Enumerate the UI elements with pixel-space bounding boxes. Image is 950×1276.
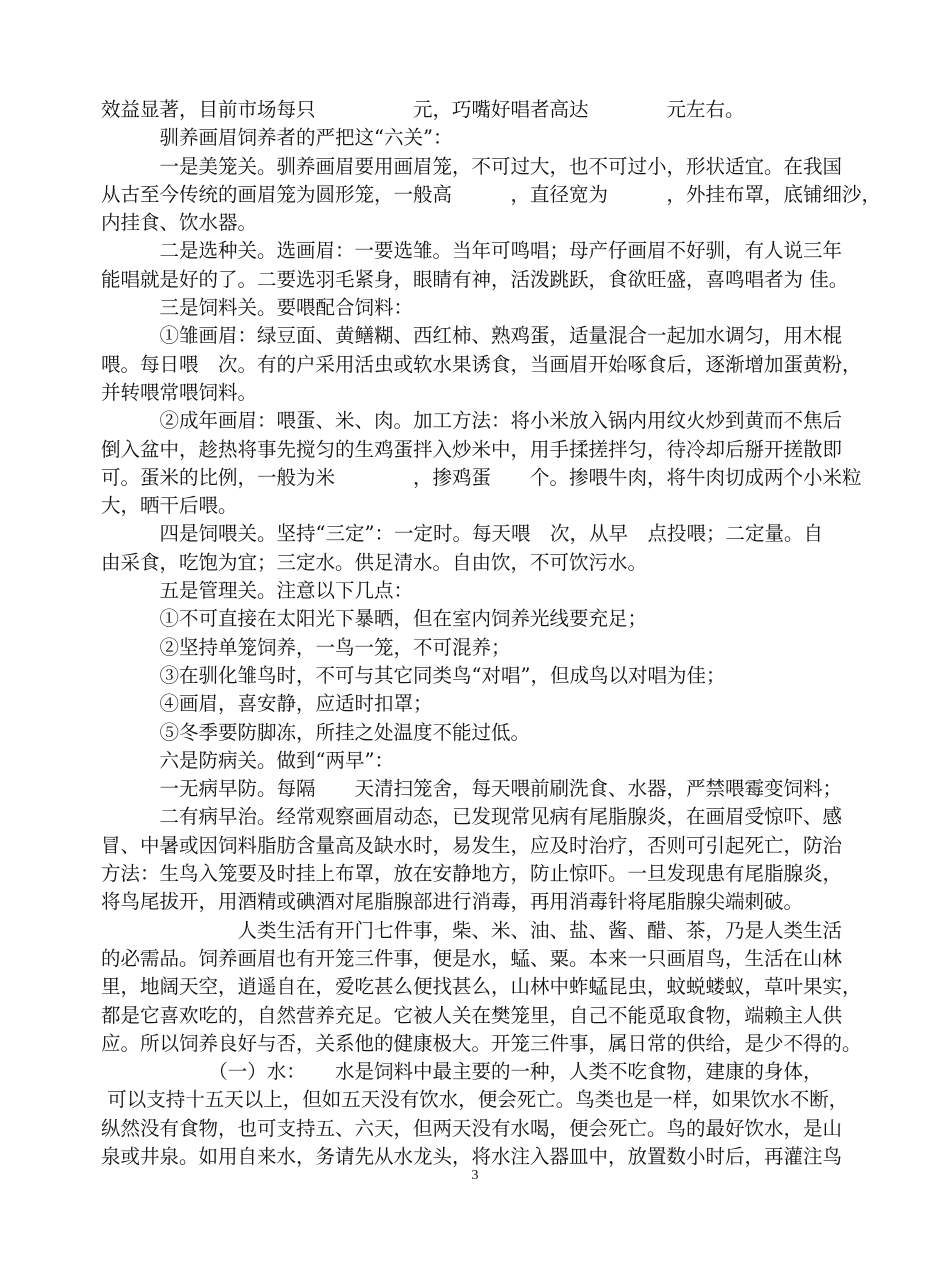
text-line: ②成年画眉：喂蛋、米、肉。加工方法：将小米放入锅内用纹火炒到黄而不焦后 — [101, 409, 843, 433]
text-line: 二有病早治。经常观察画眉动态，已发现常见病有尾脂腺炎，在画眉受惊吓、感 — [101, 805, 843, 829]
text-line: 从古至今传统的画眉笼为圆形笼，一般高 ，直径宽为 ，外挂布罩，底铺细沙， — [101, 182, 882, 206]
body-text — [101, 96, 906, 1171]
text-line: 并转喂常喂饲料。 — [101, 380, 258, 404]
text-line: 泉或井泉。如用自来水，务请先从水龙头，将水注入器皿中，放置数小时后，再灌注鸟 — [101, 1144, 843, 1168]
text-line: 可以支持十五天以上，但如五天没有饮水，便会死亡。鸟类也是一样，如果饮水不断， — [101, 1088, 849, 1112]
text-line: 可。蛋米的比例，一般为米 ，掺鸡蛋 个。掺喂牛肉，将牛肉切成两个小米粒 — [101, 465, 862, 489]
text-line: ②坚持单笼饲养，一鸟一笼，不可混养； — [101, 635, 511, 659]
text-line: 大，晒干后喂。 — [101, 494, 238, 518]
text-line: 方法：生鸟入笼要及时挂上布罩，放在安静地方，防止惊吓。一旦发现患有尾脂腺炎， — [101, 862, 843, 886]
text-line: ③在驯化雏鸟时，不可与其它同类鸟“对唱”，但成鸟以对唱为佳； — [101, 663, 726, 687]
text-line: 内挂食、饮水器。 — [101, 211, 258, 235]
text-line: ④画眉，喜安静，应适时扣罩； — [101, 692, 433, 716]
text-line: ①雏画眉：绿豆面、黄鳝糊、西红柿、熟鸡蛋，适量混合一起加水调匀，用木棍 — [101, 324, 843, 348]
text-line: 冒、中暑或因饲料脂肪含量高及缺水时，易发生，应及时治疗，否则可引起死亡，防治 — [101, 833, 843, 857]
text-line: 能唱就是好的了。二要选羽毛紧身，眼睛有神，活泼跳跃，食欲旺盛，喜鸣唱者为 佳。 — [101, 267, 849, 291]
text-line: ⑤冬季要防脚冻，所挂之处温度不能过低。 — [101, 720, 531, 744]
text-line: 倒入盆中，趁热将事先搅匀的生鸡蛋拌入炒米中，用手揉搓拌匀，待冷却后掰开搓散即 — [101, 437, 843, 461]
text-line: 应。所以饲养良好与否，关系他的健康极大。开笼三件事，属日常的供给，是少不得的。 — [101, 1031, 862, 1055]
text-line: 喂。每日喂 次。有的户采用活虫或软水果诱食，当画眉开始啄食后，逐渐增加蛋黄粉， — [101, 352, 862, 376]
text-line: 二是选种关。选画眉：一要选雏。当年可鸣唱；母产仔画眉不好驯，有人说三年 — [101, 239, 843, 263]
text-line: 一无病早防。每隔 天清扫笼舍，每天喂前刷洗食、水器，严禁喂霉变饲料； — [101, 777, 843, 801]
page-number: 3 — [471, 1168, 479, 1183]
text-line: 将鸟尾拔开，用酒精或碘酒对尾脂腺部进行消毒，再用消毒针将尾脂腺尖端刺破。 — [101, 890, 804, 914]
text-line: 人类生活有开门七件事，柴、米、油、盐、酱、醋、茶，乃是人类生活 — [101, 918, 843, 942]
text-line: 五是管理关。注意以下几点： — [101, 579, 414, 603]
text-line: 四是饲喂关。坚持“三定”：一定时。每天喂 次，从早 点投喂；二定量。自 — [101, 522, 823, 546]
text-line: 纵然没有食物，也可支持五、六天，但两天没有水喝，便会死亡。鸟的最好饮水，是山 — [101, 1116, 843, 1140]
text-line: 的必需品。饲养画眉也有开笼三件事，便是水，蜢、粟。本来一只画眉鸟，生活在山林 — [101, 946, 843, 970]
text-line: 六是防病关。做到“两早”： — [101, 748, 394, 772]
text-line: 里，地阔天空，逍遥自在，爱吃甚么便找甚么，山林中蚱蜢昆虫，蚊蜕蝼蚁，草叶果实， — [101, 975, 862, 999]
text-line: ①不可直接在太阳光下暴晒，但在室内饲养光线要充足； — [101, 607, 648, 631]
text-line: 三是饲料关。要喂配合饲料： — [101, 296, 414, 320]
text-line: 都是它喜欢吃的，自然营养充足。它被人关在樊笼里，自己不能觅取食物，端赖主人供 — [101, 1003, 843, 1027]
text-line: 效益显著，目前市场每只 元，巧嘴好唱者高达 元左右。 — [101, 98, 745, 121]
text-line: 一是美笼关。驯养画眉要用画眉笼，不可过大，也不可过小，形状适宜。在我国 — [101, 154, 843, 178]
text-line: 驯养画眉饲养者的严把这“六关”： — [101, 126, 453, 150]
text-line: （一）水： 水是饲料中最主要的一种，人类不吃食物，建康的身体， — [101, 1060, 823, 1084]
text-line: 由采食，吃饱为宜；三定水。供足清水。自由饮，不可饮污水。 — [101, 550, 648, 574]
